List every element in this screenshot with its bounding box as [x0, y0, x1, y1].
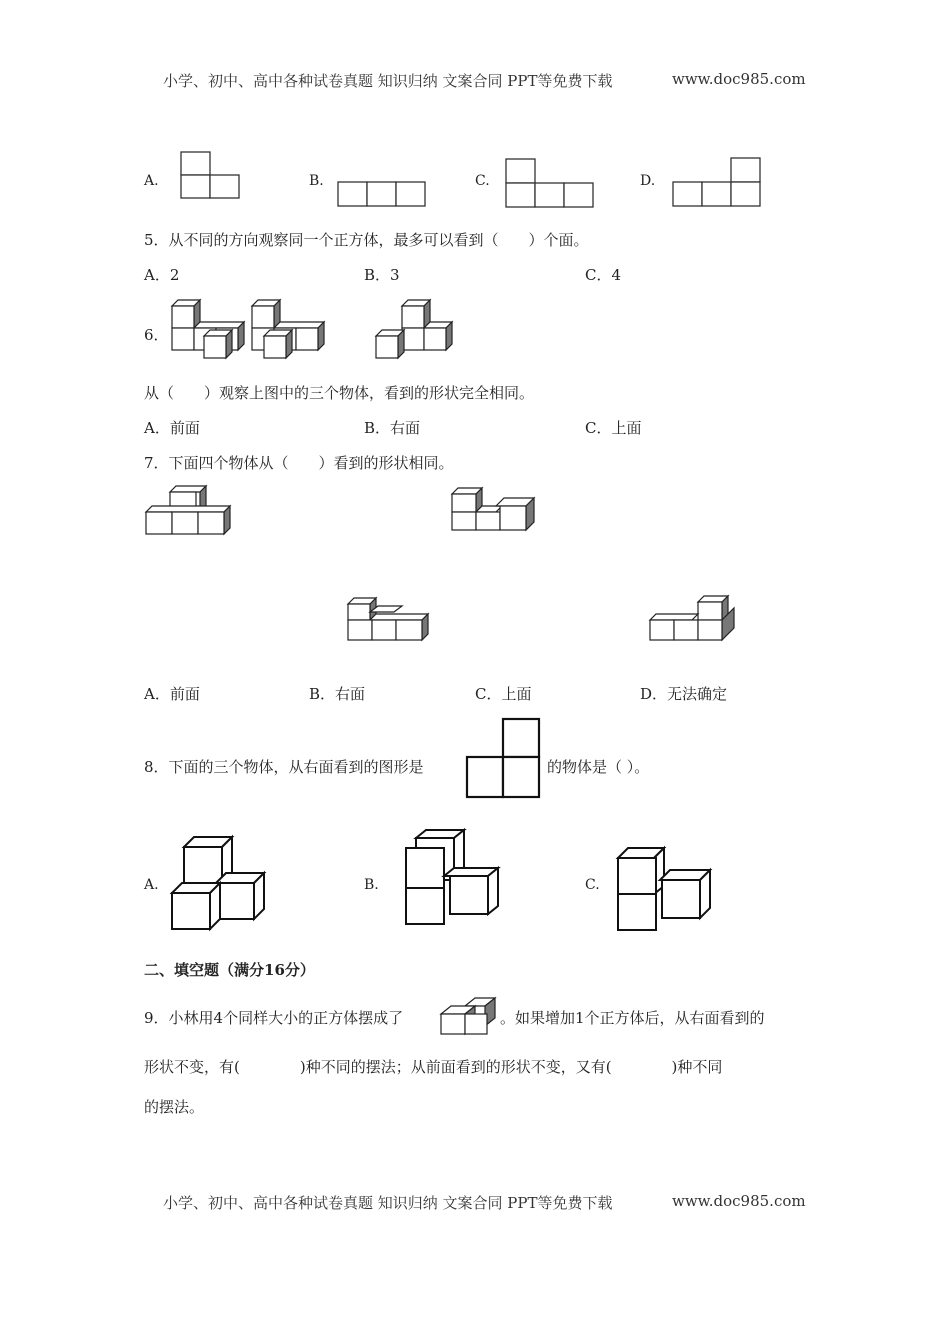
q8-option-a-figure	[170, 835, 270, 933]
q5-option-a: A．2	[144, 266, 180, 284]
q6-object-3	[374, 298, 456, 360]
q7-option-a: A．前面	[144, 685, 200, 703]
q6-number: 6．	[144, 326, 169, 344]
footer-text: 小学、初中、高中各种试卷真题 知识归纳 文案合同 PPT等免费下载	[163, 1194, 613, 1212]
q7-stem: 7．下面四个物体从（ ）看到的形状相同。	[144, 454, 454, 472]
q7-option-c: C．上面	[475, 685, 532, 703]
q4-option-d-figure	[671, 157, 765, 209]
q8-right-view-figure	[465, 717, 543, 801]
q8-option-b-label: B.	[364, 877, 379, 893]
q8-stem-before: 8．下面的三个物体，从右面看到的图形是	[144, 758, 424, 776]
q6-option-a: A．前面	[144, 419, 200, 437]
q8-stem-after: 的物体是（ ）。	[547, 758, 650, 776]
q6-option-c: C．上面	[585, 419, 642, 437]
q4-option-a-label: A.	[144, 173, 159, 189]
header-url: www.doc985.com	[672, 70, 806, 88]
q4-option-c-figure	[505, 158, 597, 210]
q4-option-a-figure	[180, 151, 242, 201]
q8-option-a-label: A.	[144, 877, 159, 893]
q4-option-b-label: B.	[309, 173, 324, 189]
q9-inline-figure	[439, 996, 499, 1036]
q8-option-c-figure	[616, 846, 716, 932]
q7-object-3	[346, 596, 430, 644]
q4-option-c-label: C.	[475, 173, 490, 189]
header-text: 小学、初中、高中各种试卷真题 知识归纳 文案合同 PPT等免费下载	[163, 72, 613, 90]
q7-object-2	[450, 486, 538, 536]
q7-option-d: D．无法确定	[640, 685, 728, 703]
q4-option-b-figure	[337, 181, 429, 209]
q8-option-c-label: C.	[585, 877, 600, 893]
q5-option-c: C．4	[585, 266, 622, 284]
q7-object-1	[144, 484, 232, 538]
q6-object-1	[170, 298, 245, 360]
q6-object-2	[250, 298, 325, 360]
q4-option-d-label: D.	[640, 173, 656, 189]
footer-url: www.doc985.com	[672, 1192, 806, 1210]
q9-line1-after: 。如果增加1个正方体后，从右面看到的	[500, 1009, 765, 1027]
q6-option-b: B．右面	[364, 419, 421, 437]
q9-line1-before: 9．小林用4个同样大小的正方体摆成了	[144, 1009, 404, 1027]
q9-line3: 的摆法。	[144, 1098, 205, 1116]
q9-line2: 形状不变，有( )种不同的摆法；从前面看到的形状不变，又有( )种不同	[144, 1058, 723, 1076]
q6-stem: 从（ ）观察上图中的三个物体，看到的形状完全相同。	[144, 384, 535, 402]
q5-option-b: B．3	[364, 266, 400, 284]
q7-object-4	[648, 594, 738, 644]
q8-option-b-figure	[404, 828, 504, 928]
q5-stem: 5．从不同的方向观察同一个正方体，最多可以看到（ ）个面。	[144, 231, 589, 249]
section2-title: 二、填空题（满分16分）	[144, 961, 315, 979]
q7-option-b: B．右面	[309, 685, 366, 703]
